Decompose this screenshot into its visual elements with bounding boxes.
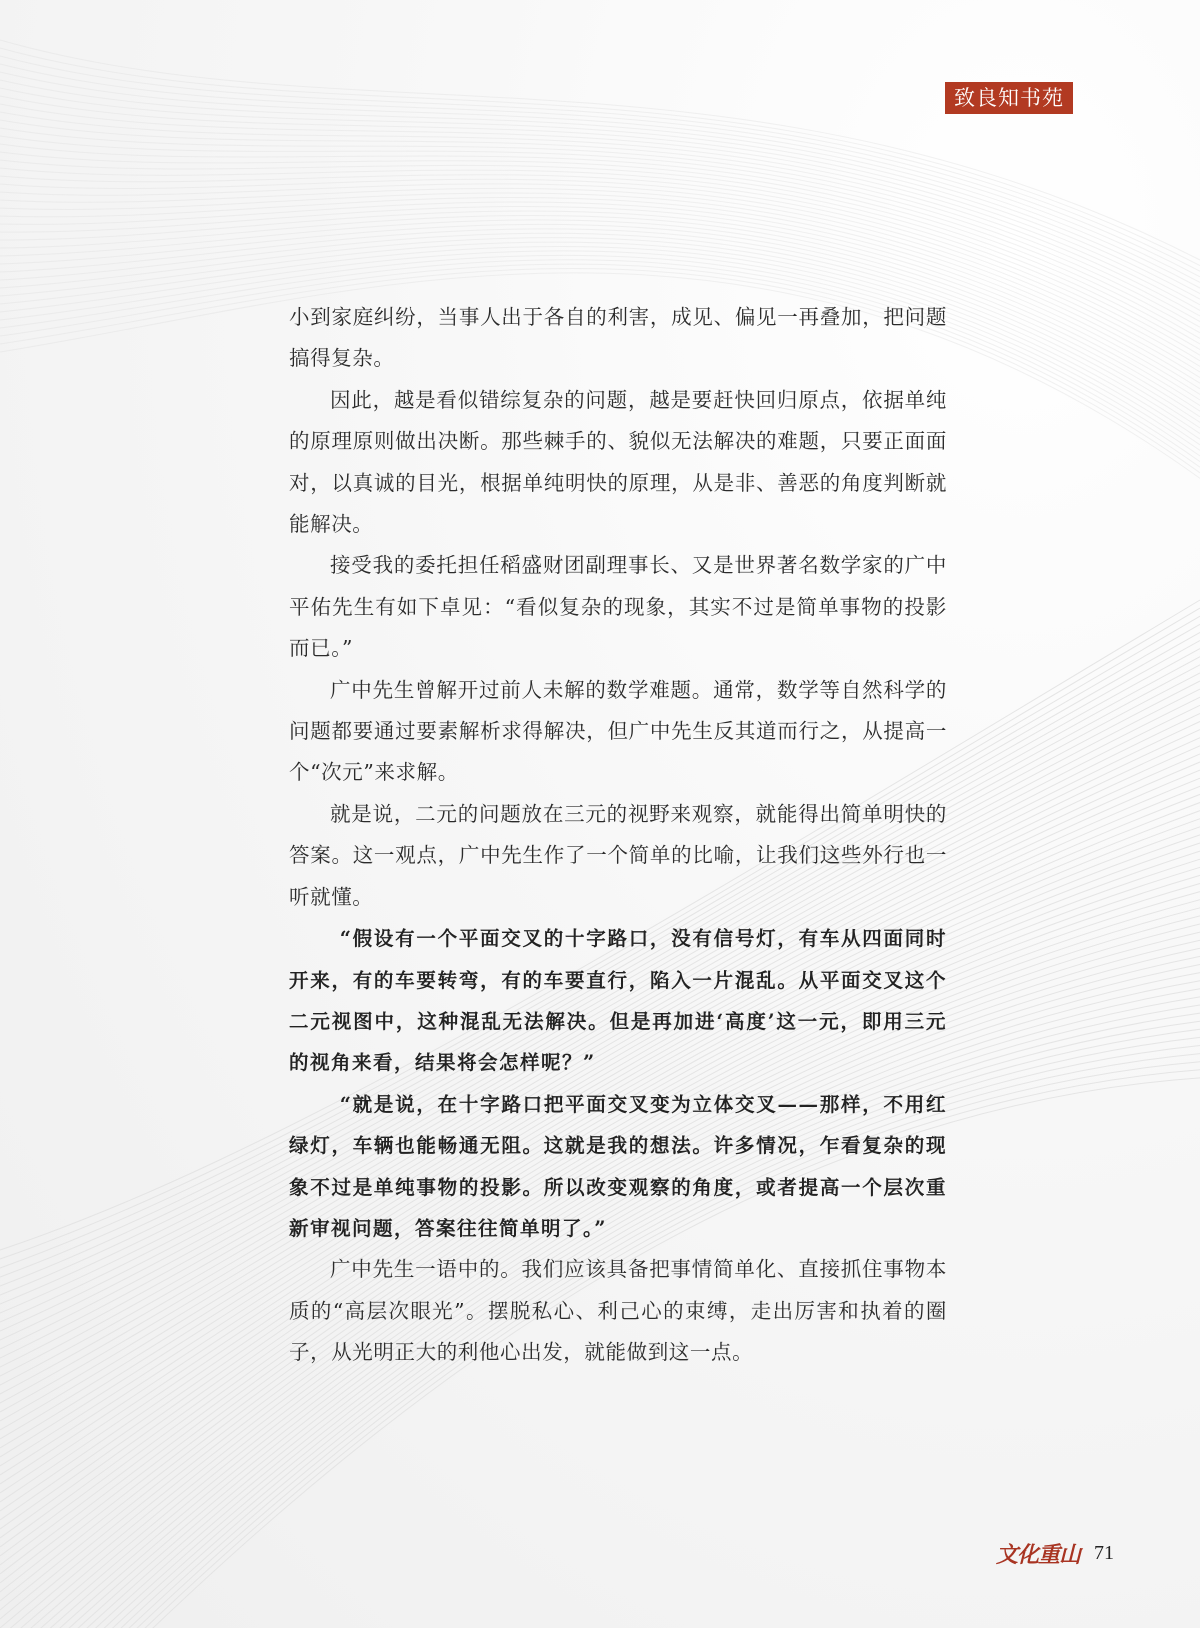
publication-logo: 文化重山 bbox=[995, 1542, 1080, 1568]
paragraph: 因此，越是看似错综复杂的问题，越是要赶快回归原点，依据单纯的原理原则做出决断。那些棘手的、貌似无法解决的难题，只要正面面对，以真诚的目光，根据单纯明快的原理，从是非、善恶的角度判断就能解决。 bbox=[289, 387, 947, 537]
section-tag: 致良知书苑 bbox=[945, 82, 1073, 114]
page-number: 71 bbox=[1094, 1542, 1114, 1564]
article-body bbox=[289, 297, 947, 1374]
paragraph: 就是说，二元的问题放在三元的视野来观察，就能得出简单明快的答案。这一观点，广中先生作了一个简单的比喻，让我们这些外行也一听就懂。 bbox=[289, 801, 947, 909]
paragraph: 小到家庭纠纷，当事人出于各自的利害，成见、偏见一再叠加，把问题搞得复杂。 bbox=[289, 305, 947, 371]
paragraph: 广中先生曾解开过前人未解的数学难题。通常，数学等自然科学的问题都要通过要素解析求得解决，但广中先生反其道而行之，从提高一个“次元”来求解。 bbox=[289, 677, 947, 785]
paragraph: 广中先生一语中的。我们应该具备把事情简单化、直接抓住事物本质的“高层次眼光”。摆脱私心、利己心的束缚，走出厉害和执着的圈子，从光明正大的利他心出发，就能做到这一点。 bbox=[289, 1257, 947, 1365]
quote-paragraph: “假设有一个平面交叉的十字路口，没有信号灯，有车从四面同时开来，有的车要转弯，有的车要直行，陷入一片混乱。从平面交叉这个二元视图中，这种混乱无法解决。但是再加进‘高度’这一元，即用三元的视角来看，结果将会怎样呢？” bbox=[289, 927, 947, 1075]
paragraph: 接受我的委托担任稻盛财团副理事长、又是世界著名数学家的广中平佑先生有如下卓见：“看似复杂的现象，其实不过是简单事物的投影而已。” bbox=[289, 553, 947, 661]
quote-paragraph: “就是说，在十字路口把平面交叉变为立体交叉——那样，不用红绿灯，车辆也能畅通无阻。这就是我的想法。许多情况，乍看复杂的现象不过是单纯事物的投影。所以改变观察的角度，或者提高一个层次重新审视问题，答案往往简单明了。” bbox=[289, 1092, 947, 1240]
page-footer bbox=[996, 1538, 1114, 1569]
